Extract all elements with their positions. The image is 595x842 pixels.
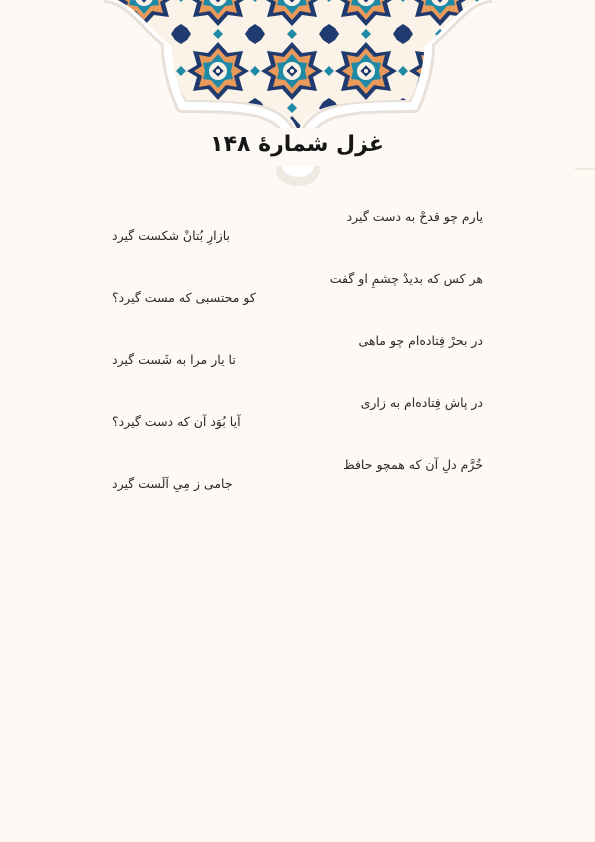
- couplet: [112, 456, 483, 518]
- hemistich-first: خُرَّم دلِ آن که همچو حافظ: [343, 457, 483, 472]
- hemistich-second: جامی ز مِیِ اَلَست گیرد: [112, 476, 233, 491]
- hemistich-first: در پاش فِتاده‌ام به زاری: [360, 395, 483, 410]
- page-edge-divider: [575, 168, 595, 170]
- poem-body: [112, 208, 483, 518]
- couplet: [112, 270, 483, 332]
- poem-title: غزل شمارهٔ ۱۴۸: [210, 132, 384, 157]
- couplet: [112, 394, 483, 456]
- couplet: [112, 332, 483, 394]
- hemistich-first: در بحرْ فِتاده‌ام چو ماهی: [358, 333, 483, 348]
- hemistich-first: هر کس که بدیدْ چشمِ او گفت: [329, 271, 483, 286]
- hemistich-first: یارم چو قدحْ به دست گیرد: [346, 209, 483, 224]
- hemistich-second: آیا بُوَد آن که دست گیرد؟: [112, 414, 241, 429]
- footer-tile-border: [96, 838, 500, 842]
- hemistich-second: کو محتسبی که مست گیرد؟: [112, 290, 256, 305]
- hemistich-second: بازارِ بُتانْ شکست گیرد: [112, 228, 230, 243]
- couplet: [112, 208, 483, 270]
- hemistich-second: تا یار مرا به شَست گیرد: [112, 352, 236, 367]
